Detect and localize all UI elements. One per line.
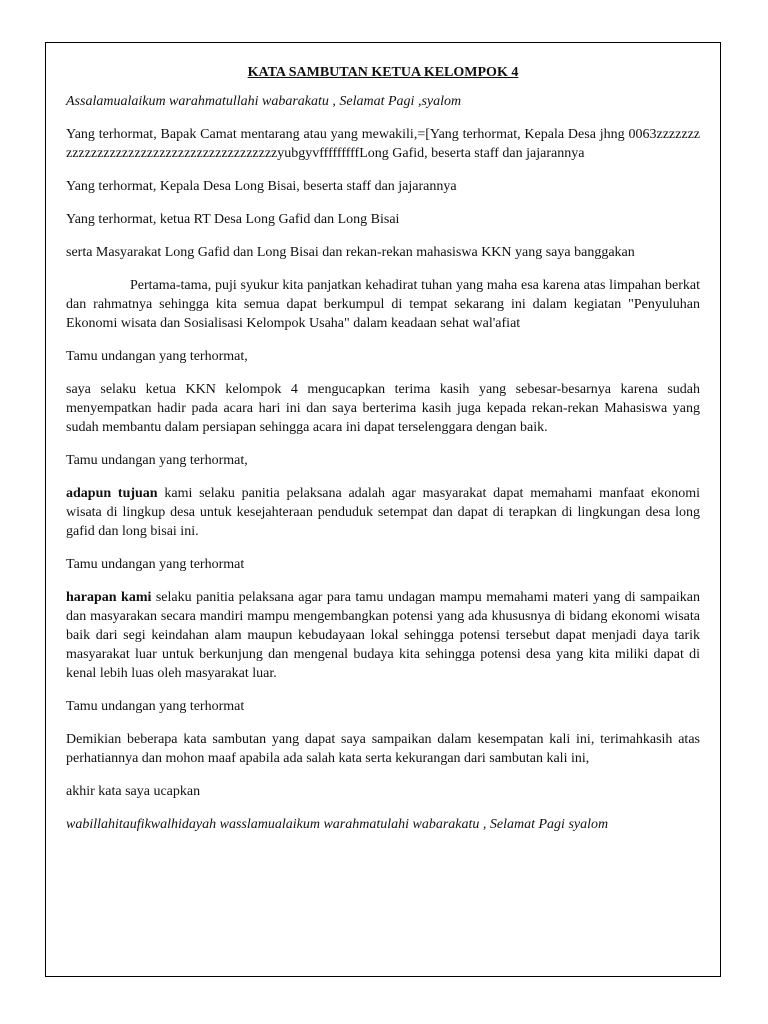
harapan-text: selaku panitia pelaksana agar para tamu undagan mampu memahami materi yang di sampaikan dan masyarakan secara mandiri mampu mengembangkan potensi yang ada khususnya di bidang ekonomi wisata baik dari segi keindahan alam maupun kebudayaan lokal sehingga potensi tersebut dapat menjadi daya tarik masyarakat luar untuk berkunjung dan mengenal budaya kita sehingga potensi desa yang kita miliki dapat di kenal lebih luas oleh masyarakat luar.: [66, 590, 700, 681]
harapan-bold-label: harapan kami: [66, 590, 152, 605]
tujuan-text: kami selaku panitia pelaksana adalah agar masyarakat dapat memahami manfaat ekonomi wisata di lingkup desa untuk kesejahteraan penduduk setempat dan dapat di terapkan di lingkungan desa long gafid dan long bisai ini.: [66, 486, 700, 539]
greeting-paragraph: Assalamualaikum warahmatullahi wabarakatu , Selamat Pagi ,syalom: [66, 94, 462, 109]
paragraph-ketua-rt: Yang terhormat, ketua RT Desa Long Gafid dan Long Bisai: [66, 212, 400, 227]
paragraph-tamu-3: Tamu undangan yang terhormat: [66, 557, 245, 572]
paragraph-harapan: [66, 588, 700, 683]
paragraph-kepala-desa: Yang terhormat, Kepala Desa Long Bisai, beserta staff dan jajarannya: [66, 179, 457, 194]
paragraph-terima-kasih: saya selaku ketua KKN kelompok 4 mengucapkan terima kasih yang sebesar-besarnya karena sudah menyempatkan hadir pada acara hari ini dan saya berterima kasih juga kepada rekan-rekan Mahasiswa yang sudah membantu dalam persiapan sehingga acara ini dapat terselenggara dengan baik.: [66, 382, 700, 435]
paragraph-tamu-2: Tamu undangan yang terhormat,: [66, 453, 248, 468]
document-page: [45, 42, 721, 977]
tujuan-bold-label: adapun tujuan: [66, 486, 158, 501]
paragraph-camat: Yang terhormat, Bapak Camat mentarang atau yang mewakili,=[Yang terhormat, Kepala Desa jhng 0063zzzzzzzzzzzzzzzzzzzzzzzzzzzzzzzzzzzzzzzzzyubgyvfffffffffLong Gafid, beserta staff dan jajarannya: [66, 127, 700, 161]
paragraph-pertama-tama: Pertama-tama, puji syukur kita panjatkan kehadirat tuhan yang maha esa karena atas limpahan berkat dan rahmatnya sehingga kita semua dapat berkumpul di tempat sekarang ini dalam kegiatan "Penyuluhan Ekonomi wisata dan Sosialisasi Kelompok Usaha" dalam keadaan sehat wal'afiat: [66, 278, 700, 331]
paragraph-demikian: Demikian beberapa kata sambutan yang dapat saya sampaikan dalam kesempatan kali ini, terimahkasih atas perhatiannya dan mohon maaf apabila ada salah kata serta kekurangan dari sambutan kali ini,: [66, 732, 700, 766]
paragraph-tujuan: [66, 484, 700, 541]
document-title: KATA SAMBUTAN KETUA KELOMPOK 4: [247, 65, 519, 80]
paragraph-masyarakat: serta Masyarakat Long Gafid dan Long Bisai dan rekan-rekan mahasiswa KKN yang saya banggakan: [66, 245, 635, 260]
paragraph-tamu-4: Tamu undangan yang terhormat: [66, 699, 245, 714]
closing-paragraph: wabillahitaufikwalhidayah wasslamualaikum warahmatulahi wabarakatu , Selamat Pagi syalom: [66, 817, 609, 832]
paragraph-akhir-kata: akhir kata saya ucapkan: [66, 784, 201, 799]
paragraph-tamu-1: Tamu undangan yang terhormat,: [66, 349, 248, 364]
